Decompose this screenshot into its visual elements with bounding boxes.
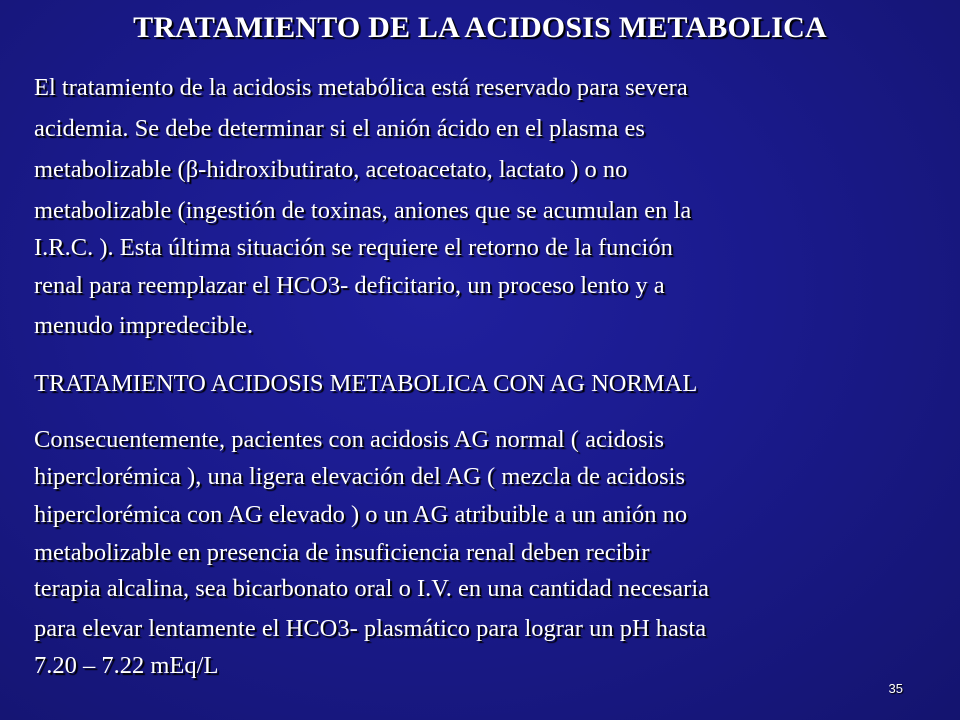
- paragraph-2-line: Consecuentemente, pacientes con acidosis AG normal ( acidosis: [34, 426, 665, 453]
- paragraph-2-line: hiperclorémica con AG elevado ) o un AG atribuible a un anión no: [34, 501, 688, 528]
- paragraph-1-line: acidemia. Se debe determinar si el anión ácido en el plasma es: [34, 115, 645, 142]
- paragraph-1-line: El tratamiento de la acidosis metabólica está reservado para severa: [34, 74, 688, 101]
- paragraph-1-line: menudo impredecible.: [34, 312, 254, 339]
- paragraph-1-line: renal para reemplazar el HCO3- deficitario, un proceso lento y a: [34, 272, 665, 299]
- subheading: TRATAMIENTO ACIDOSIS METABOLICA CON AG NORMAL: [34, 370, 698, 397]
- paragraph-2-line: metabolizable en presencia de insuficiencia renal deben recibir: [34, 539, 650, 566]
- slide-title: TRATAMIENTO DE LA ACIDOSIS METABOLICA: [133, 11, 827, 44]
- paragraph-1-line: metabolizable (β-hidroxibutirato, acetoacetato, lactato ) o no: [34, 156, 628, 183]
- paragraph-1-line: I.R.C. ). Esta última situación se requiere el retorno de la función: [34, 234, 673, 261]
- paragraph-2-line: para elevar lentamente el HCO3- plasmático para lograr un pH hasta: [34, 615, 707, 642]
- paragraph-2-line: 7.20 – 7.22 mEq/L: [34, 652, 219, 679]
- paragraph-2-line: hiperclorémica ), una ligera elevación del AG ( mezcla de acidosis: [34, 463, 685, 490]
- paragraph-2-line: terapia alcalina, sea bicarbonato oral o I.V. en una cantidad necesaria: [34, 575, 710, 602]
- paragraph-1-line: metabolizable (ingestión de toxinas, aniones que se acumulan en la: [34, 197, 692, 224]
- page-number: 35: [888, 681, 903, 696]
